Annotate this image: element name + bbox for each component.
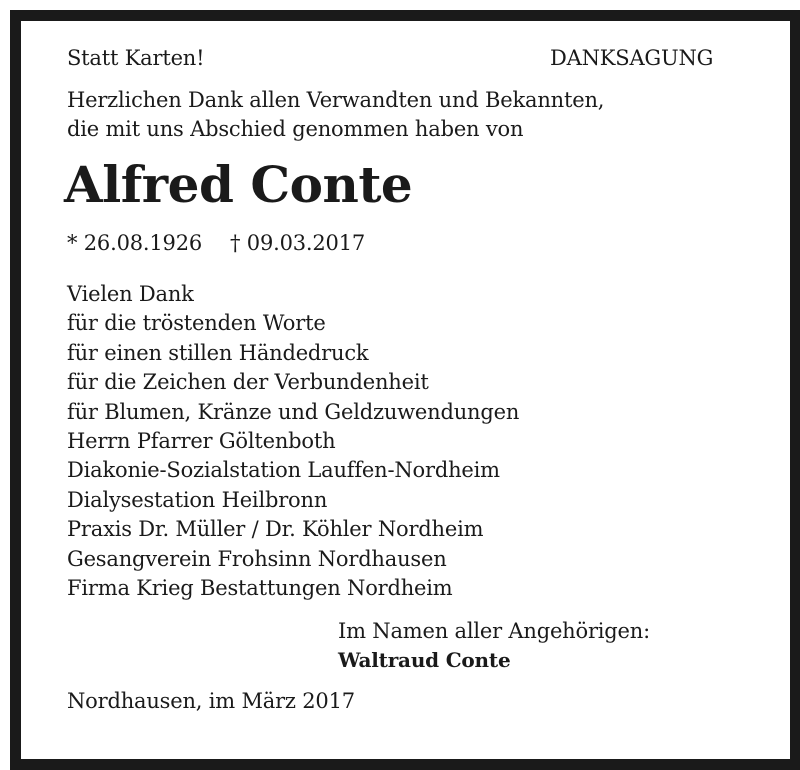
thanks-list xyxy=(67,280,519,603)
thanks-line: Gesangverein Frohsinn Nordhausen xyxy=(67,546,447,571)
place-and-date: Nordhausen, im März 2017 xyxy=(67,689,355,713)
intro-line-1: Herzlichen Dank allen Verwandten und Bekannten, xyxy=(67,88,605,112)
intro-line-2: die mit uns Abschied genommen haben von xyxy=(67,117,524,141)
thanks-line: Vielen Dank xyxy=(67,282,194,306)
thanks-line: für einen stillen Händedruck xyxy=(67,340,369,365)
deceased-name: Alfred Conte xyxy=(64,155,413,214)
signature-intro: Im Namen aller Angehörigen: xyxy=(338,619,650,643)
thanks-line: für die Zeichen der Verbundenheit xyxy=(67,370,429,395)
thanks-line: Firma Krieg Bestattungen Nordheim xyxy=(67,575,453,600)
death-date: † 09.03.2017 xyxy=(230,231,366,255)
header-statt-karten: Statt Karten! xyxy=(67,46,205,70)
thanks-line: für die tröstenden Worte xyxy=(67,311,326,336)
thanks-line: Diakonie-Sozialstation Lauffen-Nordheim xyxy=(67,458,500,483)
thanks-line: Herrn Pfarrer Göltenboth xyxy=(67,428,336,453)
thanks-line: für Blumen, Kränze und Geldzuwendungen xyxy=(67,399,520,424)
signature-name: Waltraud Conte xyxy=(338,648,511,672)
thanks-line: Dialysestation Heilbronn xyxy=(67,487,328,512)
birth-date: * 26.08.1926 xyxy=(67,231,203,255)
header-danksagung: DANKSAGUNG xyxy=(550,46,714,70)
thanks-line: Praxis Dr. Müller / Dr. Köhler Nordheim xyxy=(67,517,484,542)
life-dates xyxy=(67,233,365,254)
